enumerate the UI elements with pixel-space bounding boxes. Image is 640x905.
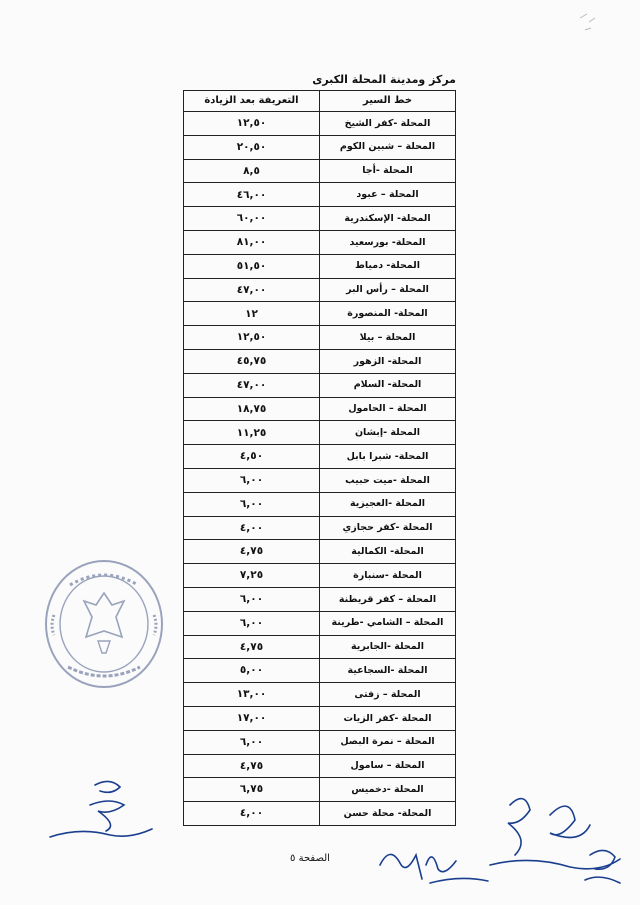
table-row: [184, 564, 456, 588]
route-cell: المحلة -كفر الزيات: [320, 706, 456, 730]
fare-cell: ٨١,٠٠: [184, 230, 320, 254]
route-cell: المحلة – رأس البر: [320, 278, 456, 302]
fare-cell: ١٢,٥٠: [184, 112, 320, 136]
route-cell: المحلة- الزهور: [320, 349, 456, 373]
route-cell: المحلة -كفر حجازي: [320, 516, 456, 540]
table-row: [184, 349, 456, 373]
table-header-row: [184, 91, 456, 112]
route-cell: المحلة- الإسكندرية: [320, 207, 456, 231]
corner-mark: [575, 8, 605, 38]
table-row: [184, 635, 456, 659]
table-row: [184, 302, 456, 326]
route-cell: المحلة- بورسعيد: [320, 230, 456, 254]
header-route: خط السير: [320, 91, 456, 112]
route-cell: المحلة- دمياط: [320, 254, 456, 278]
fare-cell: ٧,٢٥: [184, 564, 320, 588]
route-cell: المحلة -إبشان: [320, 421, 456, 445]
route-cell: المحلة- محلة حسن: [320, 802, 456, 826]
table-row: [184, 445, 456, 469]
route-cell: المحلة -الجابرية: [320, 635, 456, 659]
route-cell: المحلة – شبين الكوم: [320, 135, 456, 159]
fare-cell: ٤٥,٧٥: [184, 349, 320, 373]
table-row: [184, 540, 456, 564]
table-row: [184, 754, 456, 778]
fare-cell: ٤,٥٠: [184, 445, 320, 469]
table-row: [184, 778, 456, 802]
fare-cell: ٦٠,٠٠: [184, 207, 320, 231]
route-cell: المحلة -كفر الشيخ: [320, 112, 456, 136]
fare-cell: ١٣,٠٠: [184, 683, 320, 707]
fare-cell: ٤٧,٠٠: [184, 373, 320, 397]
table-row: [184, 207, 456, 231]
table-row: [184, 468, 456, 492]
table-row: [184, 587, 456, 611]
table-row: [184, 159, 456, 183]
table-row: [184, 278, 456, 302]
fare-cell: ٤٦,٠٠: [184, 183, 320, 207]
header-fare: التعريفة بعد الزيادة: [184, 91, 320, 112]
fare-table: [183, 90, 456, 826]
route-cell: المحلة – الحامول: [320, 397, 456, 421]
fare-cell: ١٧,٠٠: [184, 706, 320, 730]
fare-cell: ٦,٧٥: [184, 778, 320, 802]
fare-cell: ٨,٥: [184, 159, 320, 183]
route-cell: المحلة -ميت حبيب: [320, 468, 456, 492]
table-row: [184, 397, 456, 421]
fare-cell: ٤,٠٠: [184, 516, 320, 540]
route-cell: المحلة- السلام: [320, 373, 456, 397]
route-cell: المحلة -دخميس: [320, 778, 456, 802]
fare-cell: ١١,٢٥: [184, 421, 320, 445]
table-row: [184, 135, 456, 159]
table-row: [184, 230, 456, 254]
page-number: الصفحة ٥: [290, 853, 330, 864]
fare-cell: ١٢,٥٠: [184, 326, 320, 350]
route-cell: المحلة -أجا: [320, 159, 456, 183]
fare-cell: ٦,٠٠: [184, 492, 320, 516]
fare-cell: ٦,٠٠: [184, 611, 320, 635]
route-cell: المحلة- المنصورة: [320, 302, 456, 326]
fare-cell: ٢٠,٥٠: [184, 135, 320, 159]
table-row: [184, 326, 456, 350]
table-row: [184, 802, 456, 826]
table-row: [184, 683, 456, 707]
table-row: [184, 706, 456, 730]
fare-cell: ٥١,٥٠: [184, 254, 320, 278]
table-row: [184, 659, 456, 683]
route-cell: المحلة – نمرة البصل: [320, 730, 456, 754]
route-cell: المحلة – زفتى: [320, 683, 456, 707]
fare-cell: ٥,٠٠: [184, 659, 320, 683]
table-row: [184, 730, 456, 754]
route-cell: المحلة- شبرا بابل: [320, 445, 456, 469]
table-row: [184, 183, 456, 207]
table-body: [184, 112, 456, 826]
signature-left: [40, 775, 160, 850]
eagle-seal-icon: [40, 555, 168, 693]
fare-cell: ٦,٠٠: [184, 468, 320, 492]
fare-cell: ٤,٧٥: [184, 540, 320, 564]
route-cell: المحلة -العجيزية: [320, 492, 456, 516]
table-row: [184, 373, 456, 397]
route-cell: المحلة – الشامي -طرينة: [320, 611, 456, 635]
table-row: [184, 254, 456, 278]
fare-cell: ٦,٠٠: [184, 730, 320, 754]
route-cell: المحلة – سامول: [320, 754, 456, 778]
table-row: [184, 611, 456, 635]
route-cell: المحلة -السجاعية: [320, 659, 456, 683]
route-cell: المحلة – بيلا: [320, 326, 456, 350]
fare-cell: ١٢: [184, 302, 320, 326]
signature-right: [470, 785, 630, 895]
table-row: [184, 421, 456, 445]
fare-cell: ٤,٧٥: [184, 635, 320, 659]
fare-cell: ٦,٠٠: [184, 587, 320, 611]
document-title: مركز ومدينة المحلة الكبرى: [312, 73, 456, 86]
fare-cell: ٤٧,٠٠: [184, 278, 320, 302]
fare-cell: ٤,٧٥: [184, 754, 320, 778]
table-row: [184, 112, 456, 136]
fare-cell: ١٨,٧٥: [184, 397, 320, 421]
fare-cell: ٤,٠٠: [184, 802, 320, 826]
route-cell: المحلة – كفر قريطنة: [320, 587, 456, 611]
route-cell: المحلة- الكمالية: [320, 540, 456, 564]
table-row: [184, 516, 456, 540]
route-cell: المحلة -سنبارة: [320, 564, 456, 588]
route-cell: المحلة – عبود: [320, 183, 456, 207]
table-row: [184, 492, 456, 516]
